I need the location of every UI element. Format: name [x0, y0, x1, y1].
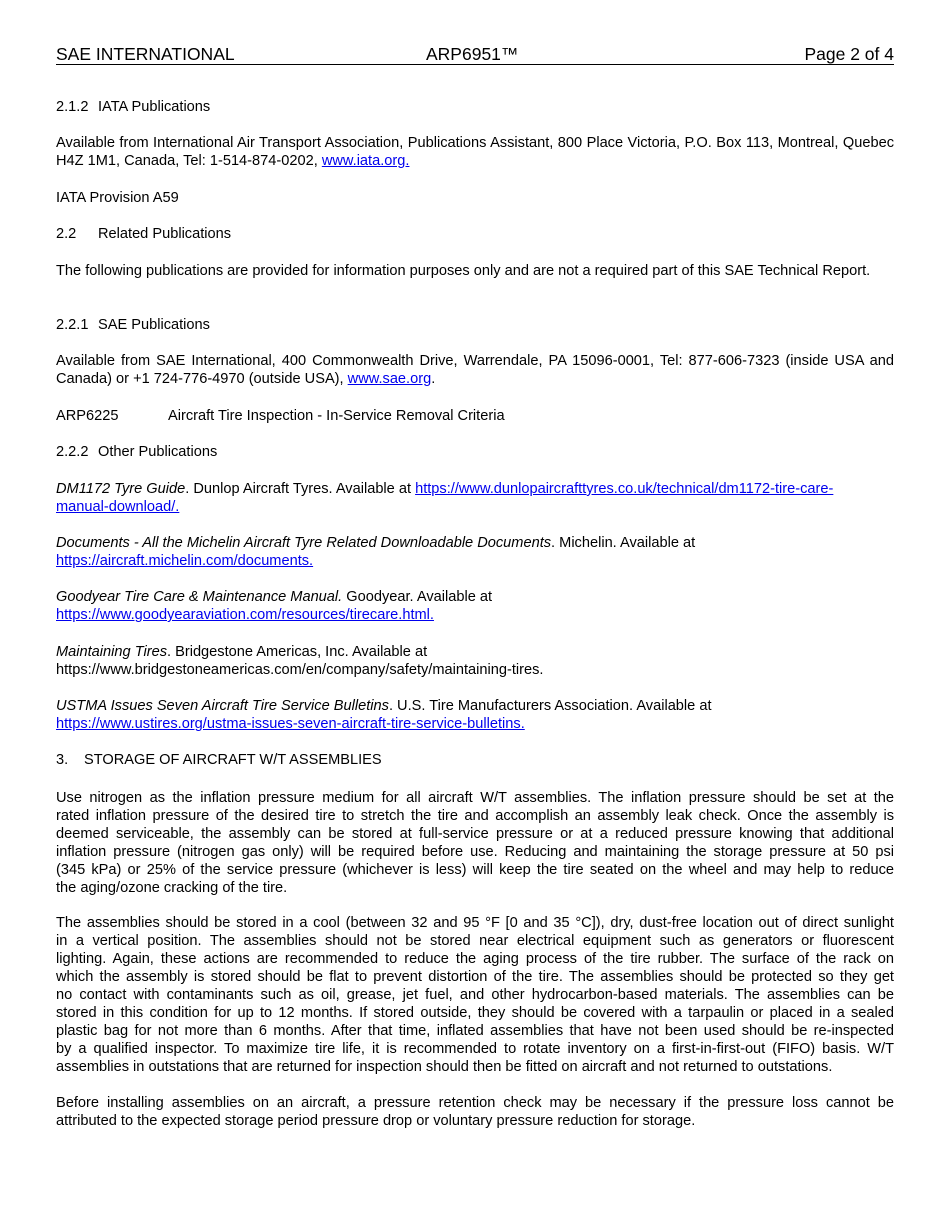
reference-arp6225 [56, 407, 894, 425]
section-heading-2-2-2: 2.2.2 Other Publications [56, 444, 218, 460]
header-org: SAE INTERNATIONAL [56, 44, 235, 64]
storage-paragraph-2: The assemblies should be stored in a cool (between 32 and 95 °F [0 and 35 °C]), dry, dust-free location out of direct sunlight in a vertical position. The assemblies should not be stored near electrical equipment such as generators or fluorescent lighting. Again, these actions are recommended to reduce the aging process of the tire rubber. The surface of the rack on which the assembly is stored should be flat to prevent distortion of the tire. The assemblies should be protected so they get no contact with contaminants such as oil, grease, jet fuel, and other hydrocarbon-based materials. The assemblies can be stored in this condition for up to 12 months. If stored outside, they should be covered with a tarpaulin or placed in a sealed plastic bag for not more than 6 months. After that time, inflated assemblies that have not been used should be re-inspected by a qualified inspector. To maximize tire life, it is recommended to rotate inventory on a first-in-first-out (FIFO) basis. W/T assemblies in outstations that are returned for inspection should then be fitted on aircraft and not returned to outstations. [56, 915, 894, 1075]
sae-availability-paragraph: Available from SAE International, 400 Commonwealth Drive, Warrendale, PA 15096-0001, Tel: 877-606-7323 (inside USA and Canada) or +1 724-776-4970 (outside USA), www.sae.org. [56, 353, 894, 387]
reference-dunlop: DM1172 Tyre Guide. Dunlop Aircraft Tyres. Available at https://www.dunlopaircrafttyres.co.uk/technical/dm1172-tire-care- manual-download/. [56, 481, 834, 515]
iata-link[interactable]: www.iata.org. [321, 153, 410, 169]
reference-ustma: USTMA Issues Seven Aircraft Tire Service Bulletins. U.S. Tire Manufacturers Association. Available at https://www.ustires.org/ustma-issues-seven-aircraft-tire-service-bulletins. [56, 698, 712, 732]
reference-title: Aircraft Tire Inspection - In-Service Removal Criteria [168, 408, 505, 424]
iata-availability-paragraph: Available from International Air Transport Association, Publications Assistant, 800 Place Victoria, P.O. Box 113, Montreal, Quebec H4Z 1M1, Canada, Tel: 1-514-874-0202, www.iata.org. [56, 135, 894, 169]
section-heading-2-2-1: 2.2.1 SAE Publications [56, 317, 210, 333]
reference-goodyear: Goodyear Tire Care & Maintenance Manual. Goodyear. Available at https://www.goodyearaviation.com/resources/tirecare.html. [56, 589, 493, 623]
header-page-number: Page 2 of 4 [804, 44, 894, 64]
related-publications-intro: The following publications are provided for information purposes only and are not a required part of this SAE Technical Report. [56, 263, 871, 279]
dunlop-link[interactable]: https://www.dunlopaircrafttyres.co.uk/technical/dm1172-tire-care- [415, 481, 834, 497]
section-heading-2-1-2: 2.1.2 IATA Publications [56, 99, 211, 115]
storage-paragraph-1: Use nitrogen as the inflation pressure medium for all aircraft W/T assemblies. The inflation pressure should be set at the rated inflation pressure of the desired tire to stretch the tire and accomplish an assembly leak check. Once the assembly is deemed serviceable, the assembly can be stored at full-service pressure or at a reduced pressure knowing that additional inflation pressure (nitrogen gas only) will be required before use. Reducing and maintaining the storage pressure at 50 psi (345 kPa) or 25% of the service pressure (whichever is less) will keep the tire seated on the wheel and may help to reduce the aging/ozone cracking of the tire. [56, 790, 894, 896]
header-doc-id: ARP6951™ [426, 44, 519, 64]
section-heading-3: 3. STORAGE OF AIRCRAFT W/T ASSEMBLIES [56, 752, 382, 768]
goodyear-link[interactable]: https://www.goodyearaviation.com/resources/tirecare.html. [56, 607, 434, 623]
iata-provision: IATA Provision A59 [56, 190, 179, 206]
reference-code: ARP6225 [56, 408, 119, 424]
reference-michelin: Documents - All the Michelin Aircraft Tyre Related Downloadable Documents. Michelin. Available at https://aircraft.michelin.com/documents. [56, 535, 696, 569]
ustma-link[interactable]: https://www.ustires.org/ustma-issues-seven-aircraft-tire-service-bulletins. [56, 716, 525, 732]
reference-bridgestone: Maintaining Tires. Bridgestone Americas, Inc. Available at https://www.bridgestoneamericas.com/en/company/safety/maintaining-tires. [56, 644, 544, 678]
page-header [56, 44, 894, 65]
bridgestone-url-text: https://www.bridgestoneamericas.com/en/company/safety/maintaining-tires. [56, 662, 544, 678]
storage-paragraph-3: Before installing assemblies on an aircraft, a pressure retention check may be necessary if the pressure loss cannot be attributed to the expected storage period pressure drop or voluntary pressure reduction for storage. [56, 1095, 894, 1129]
sae-link[interactable]: www.sae.org [347, 371, 432, 387]
dunlop-link-continued[interactable]: manual-download/. [56, 499, 180, 515]
section-heading-2-2: 2.2 Related Publications [56, 226, 232, 242]
michelin-link[interactable]: https://aircraft.michelin.com/documents. [56, 553, 314, 569]
